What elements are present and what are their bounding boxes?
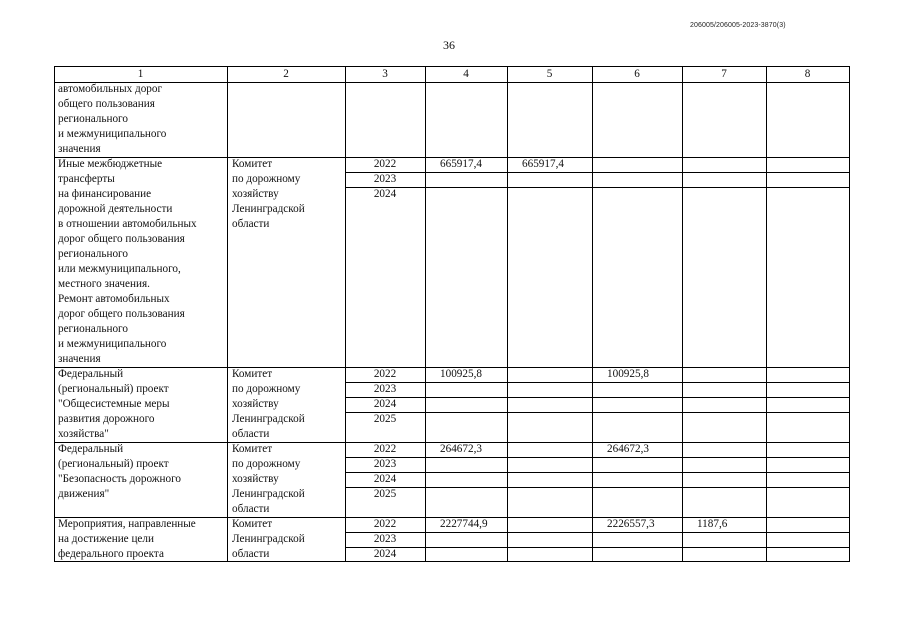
measure-name-line: или межмуниципального, xyxy=(58,263,181,275)
measure-name-line: дорог общего пользования xyxy=(58,308,185,320)
column-header: 5 xyxy=(546,68,553,80)
measure-name-line: в отношении автомобильных xyxy=(58,218,197,230)
measure-name-line: трансферты xyxy=(58,173,115,185)
responsible-executor-line: Ленинградской xyxy=(232,413,305,425)
measure-name-line: регионального xyxy=(58,323,128,335)
table-bottom-border xyxy=(54,561,850,562)
year-cell: 2024 xyxy=(373,188,397,200)
measure-name-line: "Общесистемные меры xyxy=(58,398,170,410)
column-6-value: 100925,8 xyxy=(607,368,649,380)
measure-name-line: и межмуниципального xyxy=(58,128,167,140)
responsible-executor-line: по дорожному xyxy=(232,173,301,185)
column-7-value: 1187,6 xyxy=(697,518,728,530)
year-cell: 2025 xyxy=(373,413,397,425)
year-cell: 2022 xyxy=(373,158,397,170)
document-id: 206005/206005-2023-3870(3) xyxy=(690,22,786,29)
column-line xyxy=(54,66,55,561)
responsible-executor-line: по дорожному xyxy=(232,383,301,395)
year-cell: 2025 xyxy=(373,488,397,500)
measure-name-line: общего пользования xyxy=(58,98,155,110)
year-cell: 2023 xyxy=(373,458,397,470)
total-value: 264672,3 xyxy=(440,443,482,455)
responsible-executor-line: Комитет xyxy=(232,518,273,530)
responsible-executor-line: области xyxy=(232,218,270,230)
measure-name-line: развития дорожного xyxy=(58,413,155,425)
measure-name-line: и межмуниципального xyxy=(58,338,167,350)
year-cell: 2022 xyxy=(373,443,397,455)
responsible-executor-line: по дорожному xyxy=(232,458,301,470)
measure-name-line: дорожной деятельности xyxy=(58,203,173,215)
column-5-value: 665917,4 xyxy=(522,158,564,170)
total-value: 2227744,9 xyxy=(440,518,488,530)
responsible-executor-line: хозяйству xyxy=(232,188,279,200)
total-value: 100925,8 xyxy=(440,368,482,380)
measure-name-line: регионального xyxy=(58,113,128,125)
year-cell: 2023 xyxy=(373,173,397,185)
year-cell: 2024 xyxy=(373,398,397,410)
responsible-executor-line: Комитет xyxy=(232,158,273,170)
total-value: 665917,4 xyxy=(440,158,482,170)
measure-name-line: Иные межбюджетные xyxy=(58,158,163,170)
measure-name-line: Федеральный xyxy=(58,368,124,380)
header-divider xyxy=(54,82,850,83)
responsible-executor-line: области xyxy=(232,503,270,515)
page-number: 36 xyxy=(443,38,455,52)
measure-name-line: (региональный) проект xyxy=(58,458,169,470)
year-cell: 2024 xyxy=(373,548,397,560)
column-6-value: 2226557,3 xyxy=(607,518,655,530)
responsible-executor-line: области xyxy=(232,548,270,560)
measure-name-line: хозяйства" xyxy=(58,428,109,440)
measure-name-line: местного значения. xyxy=(58,278,150,290)
responsible-executor-line: хозяйству xyxy=(232,473,279,485)
responsible-executor-line: Ленинградской xyxy=(232,488,305,500)
year-cell: 2022 xyxy=(373,518,397,530)
year-cell: 2023 xyxy=(373,533,397,545)
year-cell: 2022 xyxy=(373,368,397,380)
measure-name-line: на финансирование xyxy=(58,188,152,200)
measure-name-line: дорог общего пользования xyxy=(58,233,185,245)
measure-name-line: автомобильных дорог xyxy=(58,83,163,95)
responsible-executor-line: хозяйству xyxy=(232,398,279,410)
measure-name-line: значения xyxy=(58,353,101,365)
measure-name-line: Мероприятия, направленные xyxy=(58,518,196,530)
measure-name-line: Ремонт автомобильных xyxy=(58,293,170,305)
column-line xyxy=(227,66,228,561)
year-cell: 2023 xyxy=(373,383,397,395)
measure-name-line: значения xyxy=(58,143,101,155)
column-6-value: 264672,3 xyxy=(607,443,649,455)
column-header: 2 xyxy=(283,68,289,80)
responsible-executor-line: Ленинградской xyxy=(232,203,305,215)
column-header: 1 xyxy=(137,68,144,80)
measure-name-line: регионального xyxy=(58,248,128,260)
measure-name-line: Федеральный xyxy=(58,443,124,455)
measure-name-line: "Безопасность дорожного xyxy=(58,473,181,485)
budget-table xyxy=(54,66,849,561)
responsible-executor-line: области xyxy=(232,428,270,440)
column-header: 7 xyxy=(721,68,727,80)
responsible-executor-line: Комитет xyxy=(232,368,273,380)
measure-name-line: (региональный) проект xyxy=(58,383,169,395)
column-header: 6 xyxy=(634,68,640,80)
year-cell: 2024 xyxy=(373,473,397,485)
measure-name-line: движения" xyxy=(58,488,110,500)
column-header: 8 xyxy=(804,68,811,80)
measure-name-line: на достижение цели xyxy=(58,533,154,545)
measure-name-line: федерального проекта xyxy=(58,548,164,560)
responsible-executor-line: Ленинградской xyxy=(232,533,305,545)
column-header: 4 xyxy=(463,68,469,80)
column-header: 3 xyxy=(382,68,388,80)
responsible-executor-line: Комитет xyxy=(232,443,273,455)
